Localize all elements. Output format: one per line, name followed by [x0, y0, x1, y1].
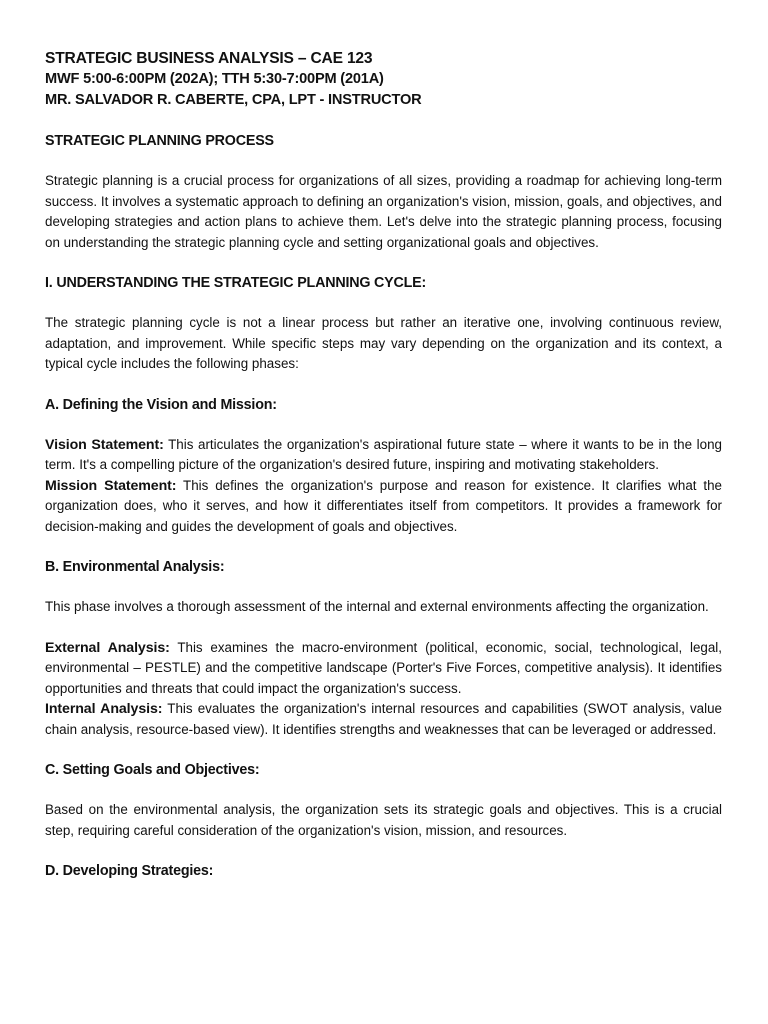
vision-statement-text: This articulates the organization's aspirational future state – where it wants to be in the long term. It's a compelling picture of the organization's desired future, inspiring and motivating stakeholders.: [45, 436, 722, 472]
section-d-heading: D. Developing Strategies:: [45, 863, 214, 879]
vision-statement-paragraph: [45, 435, 722, 476]
section-1-heading: I. UNDERSTANDING THE STRATEGIC PLANNING CYCLE:: [45, 275, 427, 291]
section-1-paragraph: The strategic planning cycle is not a linear process but rather an iterative one, involving continuous review, adaptation, and improvement. While specific steps may vary depending on the organization and its context, a typical cycle includes the following phases:: [45, 315, 722, 371]
section-a-heading: A. Defining the Vision and Mission:: [45, 396, 277, 413]
section-b-paragraph: This phase involves a thorough assessment of the internal and external environments affecting the organization.: [45, 599, 709, 614]
external-analysis-paragraph: [45, 638, 722, 700]
vision-statement-label: Vision Statement:: [45, 436, 164, 453]
section-c-heading: C. Setting Goals and Objectives:: [45, 762, 260, 778]
class-schedule: MWF 5:00-6:00PM (202A); TTH 5:30-7:00PM (201A): [45, 71, 384, 87]
document-content: [45, 48, 722, 881]
instructor-line: MR. SALVADOR R. CABERTE, CPA, LPT - INSTRUCTOR: [45, 92, 422, 108]
intro-paragraph: Strategic planning is a crucial process for organizations of all sizes, providing a roadmap for achieving long-term success. It involves a systematic approach to defining an organization's vision, mission, goals, and objectives, and developing strategies and action plans to achieve them. Let's delve into the strategic planning process, focusing on understanding the strategic planning cycle and setting organizational goals and objectives.: [45, 173, 722, 250]
internal-analysis-paragraph: [45, 699, 722, 740]
section-c-paragraph: Based on the environmental analysis, the organization sets its strategic goals and objectives. This is a crucial step, requiring careful consideration of the organization's vision, mission, and resources.: [45, 802, 722, 838]
course-title: STRATEGIC BUSINESS ANALYSIS – CAE 123: [45, 50, 373, 67]
document-title: STRATEGIC PLANNING PROCESS: [45, 133, 274, 149]
mission-statement-text: This defines the organization's purpose and reason for existence. It clarifies what the organization does, who it serves, and how it differentiates itself from competitors. It provides a framework for decision-making and guides the development of goals and objectives.: [45, 477, 722, 534]
internal-analysis-text: This evaluates the organization's internal resources and capabilities (SWOT analysis, value chain analysis, resource-based view). It identifies strengths and weaknesses that can be leveraged or addressed.: [45, 701, 722, 737]
internal-analysis-label: Internal Analysis:: [45, 701, 163, 717]
external-analysis-text: This examines the macro-environment (political, economic, social, technological, legal, environmental – PESTLE) and the competitive landscape (Porter's Five Forces, competitive analysis). It identifies opportunities and threats that could impact the organization's success.: [45, 639, 722, 696]
mission-statement-label: Mission Statement:: [45, 477, 177, 494]
section-b-heading: B. Environmental Analysis:: [45, 559, 225, 575]
external-analysis-label: External Analysis:: [45, 639, 170, 656]
mission-statement-paragraph: [45, 476, 722, 538]
